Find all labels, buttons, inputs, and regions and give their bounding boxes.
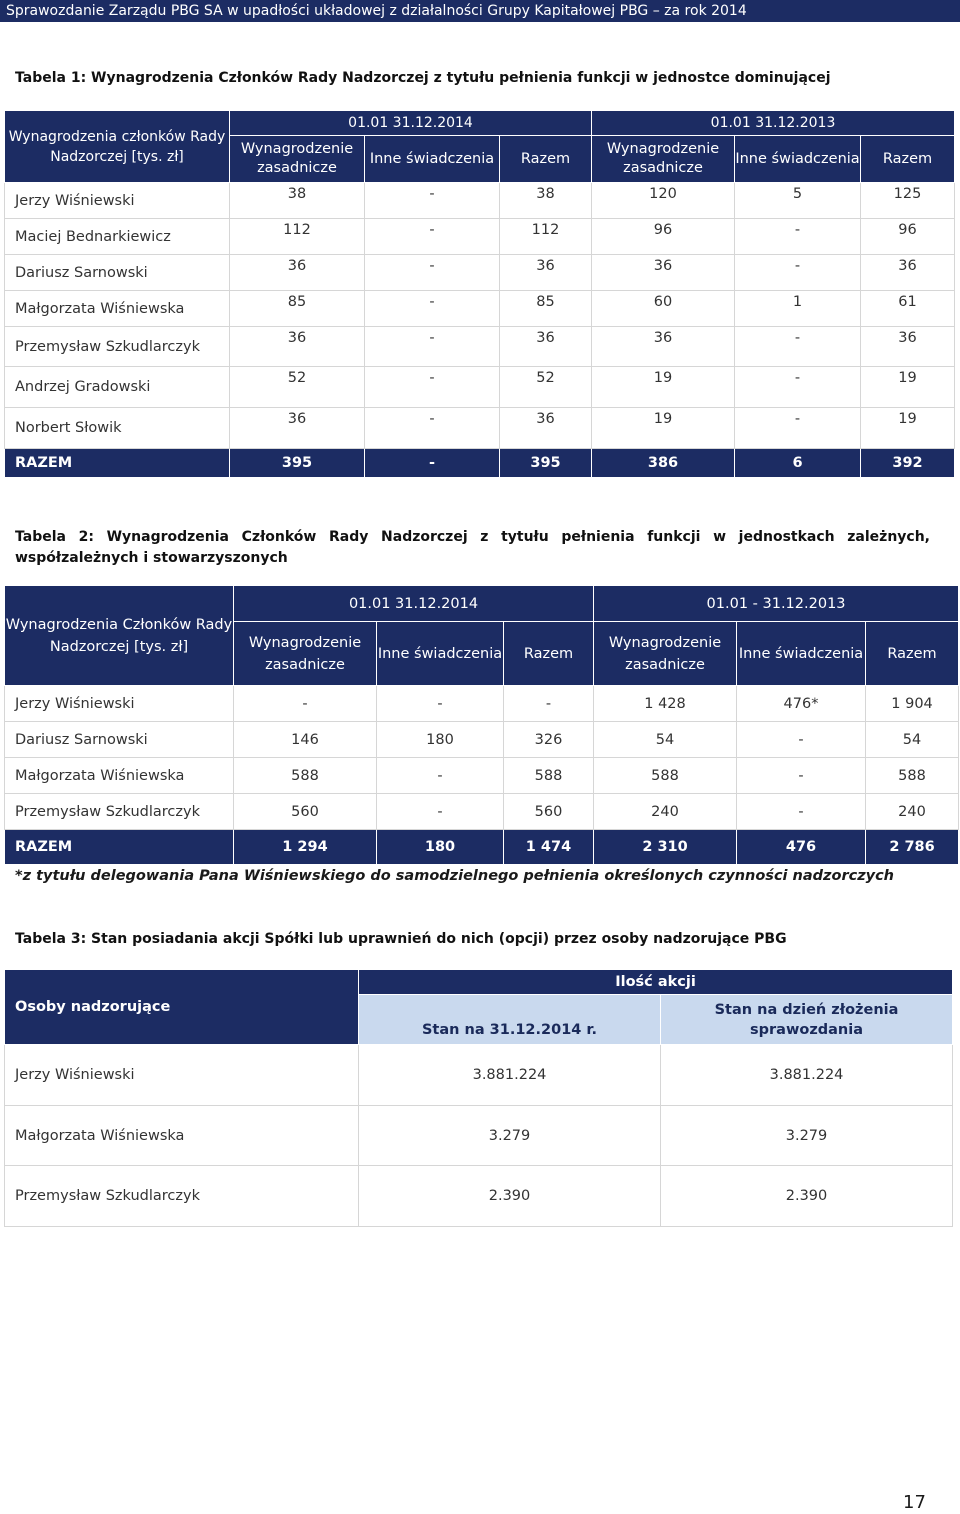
total-2014: 36: [500, 327, 592, 367]
member-name: Przemysław Szkudlarczyk: [5, 1166, 359, 1227]
total-other-2014: 180: [377, 830, 504, 865]
table3: [4, 969, 953, 1227]
total-2013: 36: [861, 327, 955, 367]
table-row: [5, 794, 959, 830]
base-2014: 36: [230, 327, 365, 367]
base-2013: 19: [592, 408, 735, 449]
member-name: Dariusz Sarnowski: [5, 722, 234, 758]
other-2014: -: [377, 758, 504, 794]
total-2014: 85: [500, 291, 592, 327]
table2: [4, 585, 959, 865]
other-2014: -: [365, 291, 500, 327]
other-2013: 5: [735, 183, 861, 219]
total-2013: 125: [861, 183, 955, 219]
table3-col-2014: Stan na 31.12.2014 r.: [359, 995, 661, 1045]
table2-col-other-2014: Inne świadczenia: [377, 622, 504, 686]
member-name: Małgorzata Wiśniewska: [5, 1106, 359, 1166]
base-2013: 588: [594, 758, 737, 794]
table1-col-other-2013: Inne świadczenia: [735, 136, 861, 183]
table1-col-total-2014: Razem: [500, 136, 592, 183]
table-row: [5, 1106, 953, 1166]
base-2013: 54: [594, 722, 737, 758]
table1-period-2013: 01.01 31.12.2013: [592, 111, 955, 136]
total-2014: -: [504, 686, 594, 722]
table-row: [5, 291, 955, 327]
other-2014: -: [365, 183, 500, 219]
total-2013: 61: [861, 291, 955, 327]
total-2014: 52: [500, 367, 592, 408]
member-name: Norbert Słowik: [5, 408, 230, 449]
total-2014: 38: [500, 183, 592, 219]
other-2014: -: [365, 408, 500, 449]
shares-2014: 2.390: [359, 1166, 661, 1227]
total-2014: 36: [500, 255, 592, 291]
base-2014: 85: [230, 291, 365, 327]
table1-col-base-2014: Wynagrodzenie zasadnicze: [230, 136, 365, 183]
total-2013: 54: [866, 722, 959, 758]
table-row: [5, 758, 959, 794]
total-2014: 560: [504, 794, 594, 830]
table2-col-total-2013: Razem: [866, 622, 959, 686]
total-base-2014: 1 294: [234, 830, 377, 865]
base-2014: 146: [234, 722, 377, 758]
table1-col-other-2014: Inne świadczenia: [365, 136, 500, 183]
other-2013: 476*: [737, 686, 866, 722]
total-2013: 36: [861, 255, 955, 291]
table-row: [5, 255, 955, 291]
table-row: [5, 408, 955, 449]
report-header: Sprawozdanie Zarządu PBG SA w upadłości układowej z działalności Grupy Kapitałowej PBG – za rok 2014: [0, 0, 960, 22]
base-2013: 96: [592, 219, 735, 255]
total-row: [5, 449, 955, 478]
total-2013: 19: [861, 408, 955, 449]
other-2014: -: [365, 255, 500, 291]
total-2013: 1 904: [866, 686, 959, 722]
table2-period-2013: 01.01 - 31.12.2013: [594, 586, 959, 622]
total-base-2013: 2 310: [594, 830, 737, 865]
total-2014: 112: [500, 219, 592, 255]
base-2013: 36: [592, 255, 735, 291]
total-label: RAZEM: [5, 830, 234, 865]
base-2014: 38: [230, 183, 365, 219]
shares-filing-date: 3.881.224: [661, 1045, 953, 1106]
table-row: [5, 367, 955, 408]
base-2014: 52: [230, 367, 365, 408]
table1: [4, 110, 955, 478]
base-2014: 36: [230, 255, 365, 291]
total-base-2014: 395: [230, 449, 365, 478]
table2-period-2014: 01.01 31.12.2014: [234, 586, 594, 622]
table2-stub-header: Wynagrodzenia Członków Rady Nadzorczej [tys. zł]: [5, 586, 234, 686]
total-total-2014: 1 474: [504, 830, 594, 865]
other-2013: -: [737, 722, 866, 758]
table2-col-total-2014: Razem: [504, 622, 594, 686]
base-2014: 560: [234, 794, 377, 830]
other-2013: -: [735, 367, 861, 408]
other-2013: -: [735, 408, 861, 449]
base-2014: 588: [234, 758, 377, 794]
table3-group-header: Ilość akcji: [359, 970, 953, 995]
table3-caption: Tabela 3: Stan posiadania akcji Spółki lub uprawnień do nich (opcji) przez osoby nadzorujące PBG: [15, 931, 787, 947]
member-name: Małgorzata Wiśniewska: [5, 758, 234, 794]
total-2014: 36: [500, 408, 592, 449]
table-row: [5, 686, 959, 722]
total-other-2014: -: [365, 449, 500, 478]
member-name: Maciej Bednarkiewicz: [5, 219, 230, 255]
base-2014: -: [234, 686, 377, 722]
member-name: Przemysław Szkudlarczyk: [5, 794, 234, 830]
member-name: Jerzy Wiśniewski: [5, 1045, 359, 1106]
total-total-2013: 2 786: [866, 830, 959, 865]
base-2013: 19: [592, 367, 735, 408]
total-total-2013: 392: [861, 449, 955, 478]
total-row: [5, 830, 959, 865]
table-row: [5, 219, 955, 255]
base-2014: 112: [230, 219, 365, 255]
page-number: 17: [903, 1492, 926, 1513]
total-other-2013: 476: [737, 830, 866, 865]
total-2013: 240: [866, 794, 959, 830]
other-2014: -: [365, 327, 500, 367]
table1-caption: Tabela 1: Wynagrodzenia Członków Rady Nadzorczej z tytułu pełnienia funkcji w jednostce dominującej: [15, 70, 831, 86]
table-row: [5, 1166, 953, 1227]
other-2013: -: [737, 794, 866, 830]
base-2014: 36: [230, 408, 365, 449]
total-2013: 19: [861, 367, 955, 408]
member-name: Andrzej Gradowski: [5, 367, 230, 408]
base-2013: 36: [592, 327, 735, 367]
total-base-2013: 386: [592, 449, 735, 478]
table2-footnote: *z tytułu delegowania Pana Wiśniewskiego do samodzielnego pełnienia określonych czynności nadzorczych: [15, 868, 894, 884]
other-2013: -: [735, 255, 861, 291]
other-2014: -: [377, 686, 504, 722]
table-row: [5, 183, 955, 219]
table3-stub-header: Osoby nadzorujące: [5, 970, 359, 1045]
other-2014: -: [377, 794, 504, 830]
table1-col-base-2013: Wynagrodzenie zasadnicze: [592, 136, 735, 183]
table-row: [5, 1045, 953, 1106]
total-total-2014: 395: [500, 449, 592, 478]
shares-2014: 3.881.224: [359, 1045, 661, 1106]
member-name: Przemysław Szkudlarczyk: [5, 327, 230, 367]
table-row: [5, 327, 955, 367]
base-2013: 1 428: [594, 686, 737, 722]
other-2013: -: [737, 758, 866, 794]
base-2013: 120: [592, 183, 735, 219]
other-2014: -: [365, 219, 500, 255]
base-2013: 60: [592, 291, 735, 327]
total-2014: 588: [504, 758, 594, 794]
table3-col-filing-date: Stan na dzień złożenia sprawozdania: [661, 995, 953, 1045]
member-name: Jerzy Wiśniewski: [5, 686, 234, 722]
shares-filing-date: 3.279: [661, 1106, 953, 1166]
base-2013: 240: [594, 794, 737, 830]
table-row: [5, 722, 959, 758]
table2-caption: Tabela 2: Wynagrodzenia Członków Rady Nadzorczej z tytułu pełnienia funkcji w jednostkach zależnych, współzależnych i stowarzyszonych: [15, 529, 930, 566]
member-name: Małgorzata Wiśniewska: [5, 291, 230, 327]
other-2013: -: [735, 219, 861, 255]
table2-col-other-2013: Inne świadczenia: [737, 622, 866, 686]
table1-col-total-2013: Razem: [861, 136, 955, 183]
other-2013: -: [735, 327, 861, 367]
total-2013: 96: [861, 219, 955, 255]
other-2014: -: [365, 367, 500, 408]
shares-2014: 3.279: [359, 1106, 661, 1166]
member-name: Dariusz Sarnowski: [5, 255, 230, 291]
total-label: RAZEM: [5, 449, 230, 478]
table2-col-base-2013: Wynagrodzenie zasadnicze: [594, 622, 737, 686]
other-2014: 180: [377, 722, 504, 758]
other-2013: 1: [735, 291, 861, 327]
total-2013: 588: [866, 758, 959, 794]
table1-stub-header: Wynagrodzenia członków Rady Nadzorczej [tys. zł]: [5, 111, 230, 183]
total-2014: 326: [504, 722, 594, 758]
table2-col-base-2014: Wynagrodzenie zasadnicze: [234, 622, 377, 686]
shares-filing-date: 2.390: [661, 1166, 953, 1227]
member-name: Jerzy Wiśniewski: [5, 183, 230, 219]
total-other-2013: 6: [735, 449, 861, 478]
table1-period-2014: 01.01 31.12.2014: [230, 111, 592, 136]
